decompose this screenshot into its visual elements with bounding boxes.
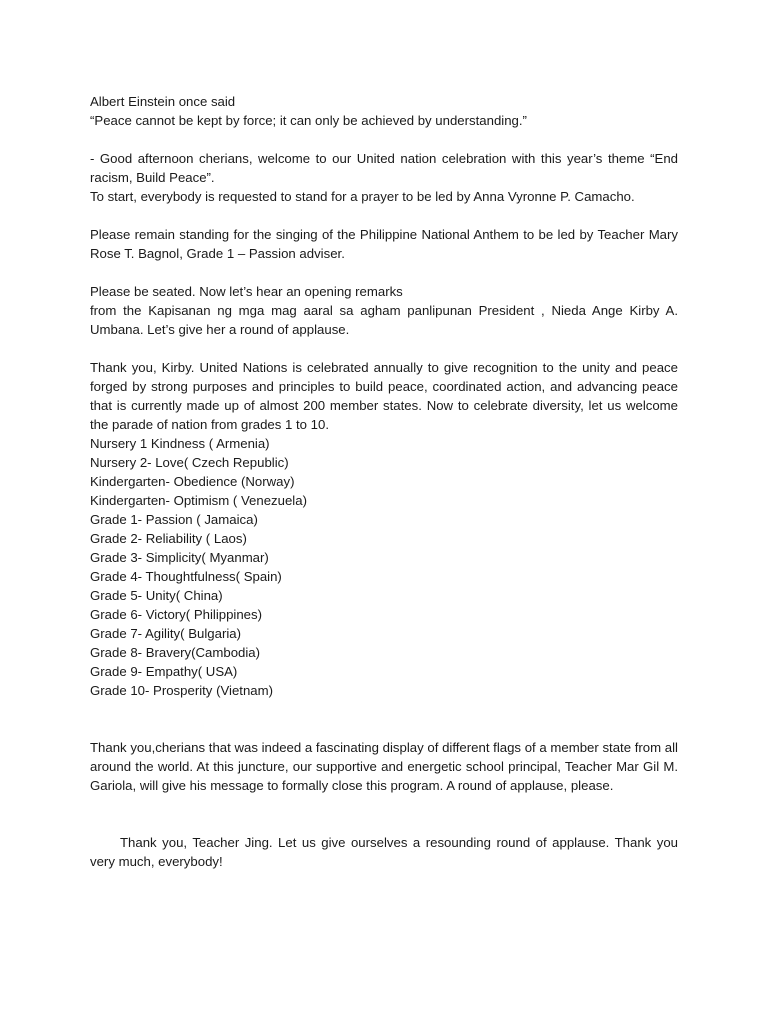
spacer [90,700,678,738]
list-item: Nursery 1 Kindness ( Armenia) [90,436,270,451]
spacer [90,339,678,358]
document-page [90,92,678,871]
list-item: Grade 8- Bravery(Cambodia) [90,645,261,660]
spacer [90,130,678,149]
list-item: Grade 5- Unity( China) [90,588,223,603]
list-item: Grade 2- Reliability ( Laos) [90,531,247,546]
quote-attribution: Albert Einstein once said [90,94,236,109]
final-paragraph: Thank you, Teacher Jing. Let us give ourselves a resounding round of applause. Thank you very much, everybody! [90,835,678,869]
parade-list [90,434,678,700]
spacer [90,795,678,833]
opening-remarks-paragraph: from the Kapisanan ng mga mag aaral sa agham panlipunan President , Nieda Ange Kirby A. Umbana. Let’s give her a round of applause. [90,303,678,337]
list-item: Grade 4- Thoughtfulness( Spain) [90,569,282,584]
list-item: Grade 7- Agility( Bulgaria) [90,626,241,641]
list-item: Grade 3- Simplicity( Myanmar) [90,550,269,565]
einstein-quote: “Peace cannot be kept by force; it can only be achieved by understanding.” [90,113,527,128]
list-item: Grade 1- Passion ( Jamaica) [90,512,258,527]
welcome-paragraph: - Good afternoon cherians, welcome to our United nation celebration with this year’s theme “End racism, Build Peace”. [90,151,678,185]
list-item: Nursery 2- Love( Czech Republic) [90,455,289,470]
spacer [90,206,678,225]
spacer [90,263,678,282]
un-celebration-paragraph: Thank you, Kirby. United Nations is celebrated annually to give recognition to the unity and peace forged by strong purposes and principles to build peace, coordinated action, and advancing peace that is currently made up of almost 200 member states. Now to celebrate diversity, let us welcome the parade of nation from grades 1 to 10. [90,360,678,432]
anthem-paragraph: Please remain standing for the singing of the Philippine National Anthem to be led by Teacher Mary Rose T. Bagnol, Grade 1 – Passion adviser. [90,227,678,261]
prayer-line: To start, everybody is requested to stand for a prayer to be led by Anna Vyronne P. Camacho. [90,189,635,204]
list-item: Grade 6- Victory( Philippines) [90,607,262,622]
list-item: Kindergarten- Obedience (Norway) [90,474,295,489]
list-item: Grade 9- Empathy( USA) [90,664,238,679]
list-item: Grade 10- Prosperity (Vietnam) [90,683,273,698]
opening-remarks-line: Please be seated. Now let’s hear an opening remarks [90,284,403,299]
closing-intro-paragraph: Thank you,cherians that was indeed a fascinating display of different flags of a member state from all around the world. At this juncture, our supportive and energetic school principal, Teacher Mar Gil M. Gariola, will give his message to formally close this program. A round of applause, please. [90,740,678,793]
list-item: Kindergarten- Optimism ( Venezuela) [90,493,307,508]
